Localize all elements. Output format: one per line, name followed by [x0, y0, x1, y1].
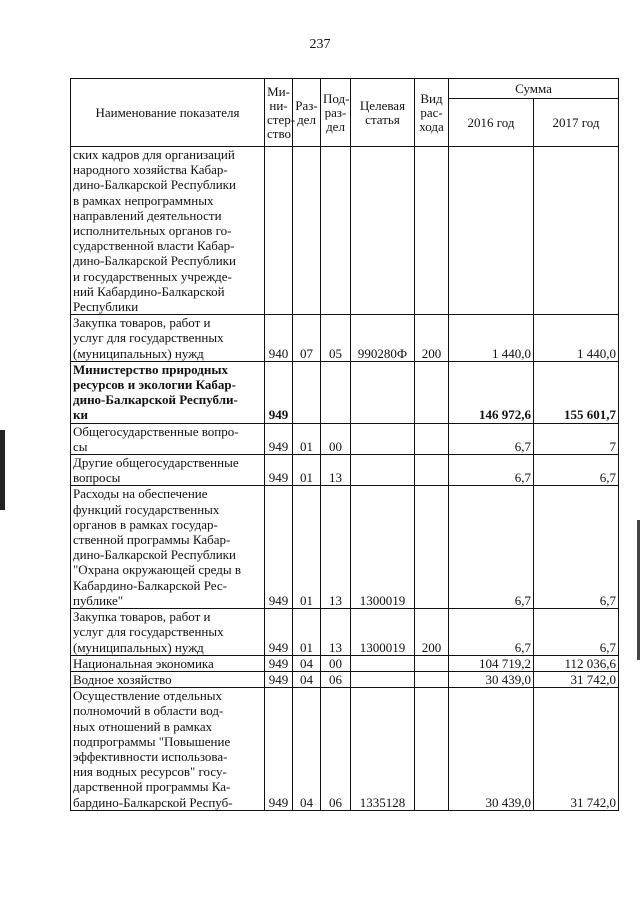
- row-sum-2016: 104 719,2: [449, 655, 534, 671]
- row-section: [293, 361, 321, 423]
- row-ministry: 949: [265, 655, 293, 671]
- row-name: Закупка товаров, работ и услуг для государственных (муниципальных) нужд: [71, 315, 265, 362]
- row-target: 1335128: [351, 688, 415, 811]
- row-subsection: 13: [321, 455, 351, 486]
- table-row: [71, 361, 619, 423]
- row-ministry: [265, 147, 293, 315]
- table-row: [71, 671, 619, 687]
- header-target: Целевая статья: [351, 79, 415, 147]
- row-subsection: 06: [321, 671, 351, 687]
- row-target: [351, 423, 415, 454]
- header-subsection: Под- раз- дел: [321, 79, 351, 147]
- row-target: 1300019: [351, 609, 415, 656]
- row-name: Национальная экономика: [71, 655, 265, 671]
- page-number: 237: [309, 37, 331, 52]
- row-sum-2016: 6,7: [449, 423, 534, 454]
- budget-table: [70, 78, 619, 811]
- row-sum-2017: 31 742,0: [534, 671, 619, 687]
- row-sum-2016: 30 439,0: [449, 671, 534, 687]
- row-ministry: 949: [265, 671, 293, 687]
- row-subsection: [321, 361, 351, 423]
- row-sum-2017: 7: [534, 423, 619, 454]
- row-sum-2016: 1 440,0: [449, 315, 534, 362]
- header-ministry: Ми- ни- стер- ство: [265, 79, 293, 147]
- table-row: [71, 609, 619, 656]
- row-target: [351, 361, 415, 423]
- row-name: Другие общегосударственные вопросы: [71, 455, 265, 486]
- row-section: [293, 147, 321, 315]
- row-sum-2017: 112 036,6: [534, 655, 619, 671]
- row-ministry: 949: [265, 423, 293, 454]
- row-expense-type: 200: [415, 315, 449, 362]
- row-sum-2017: 6,7: [534, 486, 619, 609]
- row-ministry: 940: [265, 315, 293, 362]
- row-section: 04: [293, 655, 321, 671]
- row-sum-2016: 30 439,0: [449, 688, 534, 811]
- row-expense-type: [415, 688, 449, 811]
- header-sum: Сумма: [449, 79, 619, 99]
- row-sum-2016: 6,7: [449, 455, 534, 486]
- row-section: 04: [293, 671, 321, 687]
- table-row: [71, 147, 619, 315]
- row-sum-2017: 6,7: [534, 455, 619, 486]
- row-sum-2016: 6,7: [449, 486, 534, 609]
- row-ministry: 949: [265, 361, 293, 423]
- row-name: Общегосударственные вопро- сы: [71, 423, 265, 454]
- row-name: Расходы на обеспечение функций государственных органов в рамках государ- ственной программы Кабар- дино-Балкарской Республики "Охрана окружающей среды в Кабардино-Балкарской Рес- публике": [71, 486, 265, 609]
- row-name: Закупка товаров, работ и услуг для государственных (муниципальных) нужд: [71, 609, 265, 656]
- row-name: Осуществление отдельных полномочий в области вод- ных отношений в рамках подпрограммы "Повышение эффективности использова- ния водных ресурсов" госу- дарственной программы Ка- бардино-Балкарской Респуб-: [71, 688, 265, 811]
- row-subsection: 05: [321, 315, 351, 362]
- row-expense-type: [415, 423, 449, 454]
- row-subsection: 00: [321, 655, 351, 671]
- row-section: 01: [293, 486, 321, 609]
- table-row: [71, 423, 619, 454]
- row-subsection: 13: [321, 486, 351, 609]
- header-year-2017: 2017 год: [534, 99, 619, 147]
- row-target: 990280Ф: [351, 315, 415, 362]
- row-subsection: [321, 147, 351, 315]
- header-year-2016: 2016 год: [449, 99, 534, 147]
- header-name: Наименование показателя: [71, 79, 265, 147]
- row-ministry: 949: [265, 455, 293, 486]
- table-row: [71, 655, 619, 671]
- row-expense-type: [415, 655, 449, 671]
- row-ministry: 949: [265, 688, 293, 811]
- row-section: 01: [293, 423, 321, 454]
- row-section: 07: [293, 315, 321, 362]
- row-target: [351, 147, 415, 315]
- table-row: [71, 315, 619, 362]
- row-expense-type: [415, 486, 449, 609]
- row-subsection: 00: [321, 423, 351, 454]
- row-sum-2017: 31 742,0: [534, 688, 619, 811]
- row-expense-type: 200: [415, 609, 449, 656]
- row-sum-2017: 1 440,0: [534, 315, 619, 362]
- table-row: [71, 688, 619, 811]
- row-expense-type: [415, 671, 449, 687]
- table-body: [71, 147, 619, 811]
- row-sum-2017: 6,7: [534, 609, 619, 656]
- row-target: [351, 671, 415, 687]
- row-ministry: 949: [265, 486, 293, 609]
- header-section: Раз- дел: [293, 79, 321, 147]
- row-name: Министерство природных ресурсов и экологии Кабар- дино-Балкарской Республи- ки: [71, 361, 265, 423]
- row-sum-2016: [449, 147, 534, 315]
- row-sum-2017: [534, 147, 619, 315]
- row-target: 1300019: [351, 486, 415, 609]
- row-section: 01: [293, 455, 321, 486]
- row-expense-type: [415, 147, 449, 315]
- row-name: Водное хозяйство: [71, 671, 265, 687]
- row-ministry: 949: [265, 609, 293, 656]
- row-subsection: 06: [321, 688, 351, 811]
- header-expense-type: Вид рас- хода: [415, 79, 449, 147]
- row-subsection: 13: [321, 609, 351, 656]
- row-sum-2016: 146 972,6: [449, 361, 534, 423]
- table-row: [71, 486, 619, 609]
- row-section: 01: [293, 609, 321, 656]
- table-row: [71, 455, 619, 486]
- row-section: 04: [293, 688, 321, 811]
- row-sum-2017: 155 601,7: [534, 361, 619, 423]
- row-target: [351, 655, 415, 671]
- row-sum-2016: 6,7: [449, 609, 534, 656]
- row-expense-type: [415, 455, 449, 486]
- row-name: ских кадров для организаций народного хозяйства Кабар- дино-Балкарской Республики в рамках непрограммных направлений деятельности исполнительных органов го- сударственной власти Кабар- дино-Балкарской Республики и государственных учрежде- ний Кабардино-Балкарской Республики: [71, 147, 265, 315]
- row-expense-type: [415, 361, 449, 423]
- binding-edge-mark: [0, 430, 5, 510]
- row-target: [351, 455, 415, 486]
